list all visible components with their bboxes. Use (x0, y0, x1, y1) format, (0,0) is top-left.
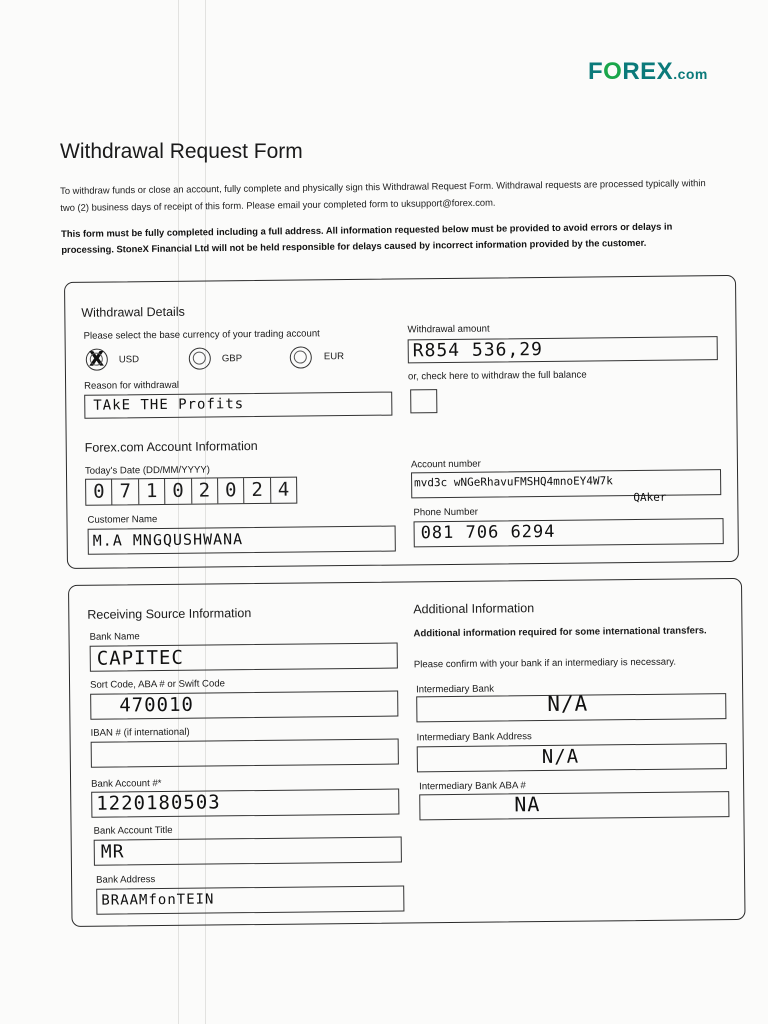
date-digit: 0 (86, 480, 113, 505)
withdrawal-details-panel (64, 275, 739, 569)
sort-code-value: 470010 (119, 693, 195, 717)
intermediary-aba-label: Intermediary Bank ABA # (419, 780, 526, 793)
customer-name-value: M.A MNGQUSHWANA (92, 530, 244, 550)
forex-logo: FOREX.com (588, 58, 708, 85)
account-title-value: MR (100, 841, 125, 863)
eur-label: EUR (323, 351, 345, 363)
withdrawal-details-title: Withdrawal Details (81, 304, 185, 320)
additional-bold-note: Additional information required for some international transfers. (413, 625, 707, 640)
intermediary-address-field[interactable] (417, 743, 727, 772)
additional-title: Additional Information (413, 601, 535, 617)
amount-value: R854 536,29 (412, 338, 544, 362)
account-number-extra: QAker (633, 490, 667, 505)
intro-text: To withdraw funds or close an account, fully complete and physically sign this Withdrawal Request Form. Withdrawal requests are processed typically within two (2) business days of receipt of this form. Please email your completed form to uksupport@forex.com. (60, 177, 706, 213)
full-balance-label: or, check here to withdraw the full balance (407, 369, 587, 383)
bank-name-label: Bank Name (89, 631, 140, 643)
page-title: Withdrawal Request Form (60, 140, 303, 163)
account-number-field[interactable] (411, 469, 721, 498)
bank-address-value: BRAAMfonTEIN (101, 891, 215, 909)
customer-name-field[interactable] (88, 526, 396, 555)
amount-label: Withdrawal amount (407, 323, 490, 336)
intermediary-bank-value: N/A (547, 691, 589, 716)
date-digit: 0 (218, 478, 245, 503)
bank-address-label: Bank Address (96, 874, 156, 886)
intermediary-aba-value: NA (514, 792, 541, 817)
account-info-title: Forex.com Account Information (84, 438, 258, 455)
reason-value: TAkE THE Profits (93, 396, 245, 414)
account-number-label: Account number (410, 458, 481, 471)
usd-radio[interactable] (86, 346, 108, 371)
bank-account-label: Bank Account #* (91, 778, 162, 790)
account-title-label: Bank Account Title (93, 824, 173, 837)
selected-x-mark: X (88, 346, 105, 371)
eur-radio[interactable] (290, 346, 312, 368)
iban-label: IBAN # (if international) (90, 726, 190, 739)
bank-account-field[interactable] (91, 789, 399, 818)
date-field[interactable] (85, 477, 297, 506)
warning-text: This form must be fully completed including a full address. All information requested below must be provided to avoid errors or delays in processing. StoneX Financial Ltd will not be held responsible for delays caused by incorrect information provided by the customer. (61, 220, 673, 255)
intermediary-bank-label: Intermediary Bank (416, 683, 495, 696)
date-digit: 2 (192, 478, 219, 503)
phone-value: 081 706 6294 (420, 521, 556, 544)
gbp-label: GBP (221, 353, 243, 365)
additional-note: Please confirm with your bank if an intermediary is necessary. (413, 656, 677, 671)
date-digit: 7 (112, 479, 139, 504)
phone-field[interactable] (414, 518, 724, 547)
account-title-field[interactable] (94, 837, 402, 866)
receiving-title: Receiving Source Information (87, 606, 252, 622)
date-digit: 4 (277, 478, 290, 501)
bank-address-field[interactable] (96, 885, 404, 914)
intermediary-address-value: N/A (541, 745, 580, 769)
reason-field[interactable] (84, 392, 392, 419)
bank-name-value: CAPITEC (96, 646, 184, 670)
bank-account-value: 1220180503 (96, 791, 221, 815)
gbp-radio[interactable] (189, 347, 211, 369)
customer-name-label: Customer Name (87, 514, 158, 526)
bank-name-field[interactable] (90, 643, 398, 672)
account-number-value: mvd3c wNGeRhavuFMSHQ4mnoEY4W7k (414, 474, 613, 490)
phone-label: Phone Number (413, 506, 479, 519)
intermediary-bank-field[interactable] (416, 693, 726, 722)
date-digit: 0 (165, 479, 192, 504)
usd-label: USD (118, 354, 140, 366)
date-label: Today's Date (DD/MM/YYYY) (84, 464, 211, 477)
amount-field[interactable] (408, 336, 718, 363)
sort-code-label: Sort Code, ABA # or Swift Code (89, 678, 226, 691)
receiving-source-panel (68, 578, 746, 927)
date-digit: 1 (139, 479, 166, 504)
intermediary-address-label: Intermediary Bank Address (416, 731, 532, 744)
intermediary-aba-field[interactable] (419, 791, 729, 820)
iban-field[interactable] (91, 739, 399, 768)
reason-label: Reason for withdrawal (84, 379, 180, 392)
date-digit: 2 (244, 478, 271, 503)
currency-prompt: Please select the base currency of your trading account (83, 328, 320, 342)
sort-code-field[interactable] (90, 691, 398, 720)
full-balance-checkbox[interactable] (410, 389, 437, 413)
